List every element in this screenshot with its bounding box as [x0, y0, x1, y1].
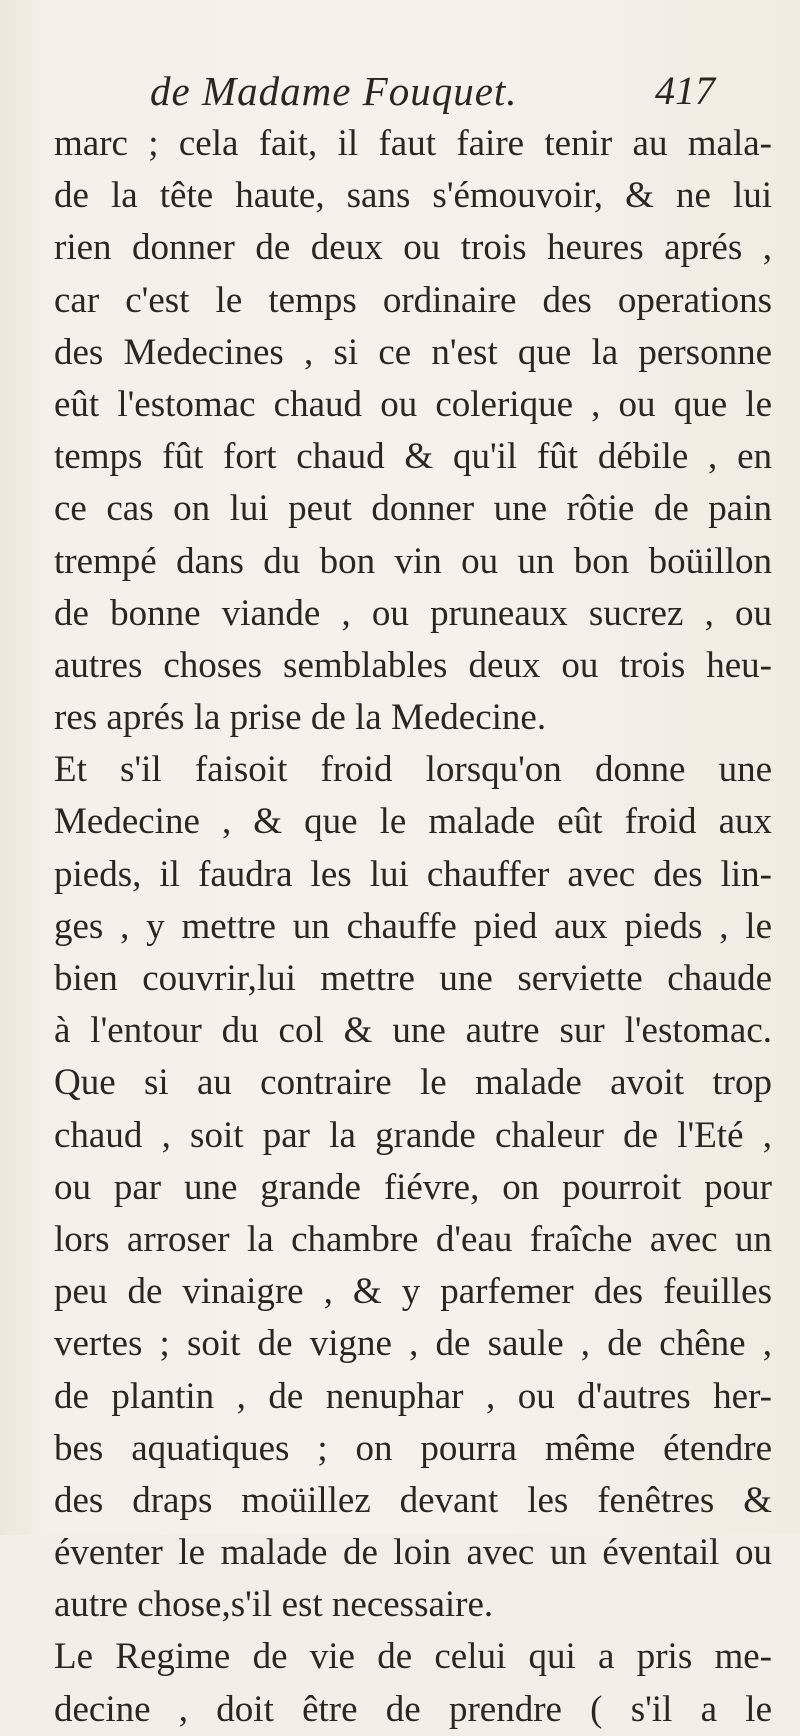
text-line: autres choses semblables deux ou trois heu-: [54, 644, 772, 686]
page-header: [0, 66, 800, 116]
text-line: ou par une grande fiévre, on pourroit pour: [54, 1166, 772, 1208]
text-line: de bonne viande , ou pruneaux sucrez , ou: [54, 592, 772, 634]
text-line: eût l'estomac chaud ou colerique , ou que le: [54, 383, 772, 425]
text-line: chaud , soit par la grande chaleur de l'Eté ,: [54, 1114, 772, 1156]
text-line: rien donner de deux ou trois heures aprés ,: [54, 227, 772, 269]
text-line: res aprés la prise de la Medecine.: [54, 697, 547, 739]
text-line: trempé dans du bon vin ou un bon boüillon: [54, 540, 772, 582]
text-line: bes aquatiques ; on pourra même étendre: [54, 1427, 772, 1469]
text-line: à l'entour du col & une autre sur l'estomac.: [54, 1010, 772, 1052]
text-line: ce cas on lui peut donner une rôtie de pain: [54, 488, 772, 530]
text-line: autre chose,s'il est necessaire.: [54, 1584, 494, 1626]
text-line: Que si au contraire le malade avoit trop: [54, 1062, 772, 1104]
running-title: de Madame Fouquet.: [150, 68, 518, 114]
text-line: Medecine , & que le malade eût froid aux: [54, 801, 772, 843]
text-line: des Medecines , si ce n'est que la personne: [54, 331, 772, 373]
text-line: éventer le malade de loin avec un éventail ou: [54, 1532, 772, 1574]
text-line: vertes ; soit de vigne , de saule , de chêne ,: [54, 1323, 772, 1365]
text-line: Et s'il faisoit froid lorsqu'on donne une: [54, 749, 772, 791]
text-line: Le Regime de vie de celui qui a pris me-: [54, 1636, 772, 1678]
text-line: de la tête haute, sans s'émouvoir, & ne lui: [54, 175, 772, 217]
text-line: pieds, il faudra les lui chauffer avec des lin-: [54, 853, 772, 895]
text-line: car c'est le temps ordinaire des operations: [54, 279, 772, 321]
text-line: des draps moüillez devant les fenêtres &: [54, 1479, 772, 1521]
text-line: peu de vinaigre , & y parfemer des feuilles: [54, 1271, 772, 1313]
text-line: decine , doit être de prendre ( s'il a le: [54, 1688, 772, 1730]
text-line: bien couvrir,lui mettre une serviette chaude: [54, 958, 772, 999]
text-line: de plantin , de nenuphar , ou d'autres her-: [54, 1375, 772, 1417]
text-line: lors arroser la chambre d'eau fraîche avec un: [54, 1218, 772, 1260]
text-line: temps fût fort chaud & qu'il fût débile , en: [54, 436, 772, 478]
page-number: 417: [655, 68, 715, 113]
text-line: ges , y mettre un chauffe pied aux pieds , le: [54, 905, 772, 947]
body-text: [54, 118, 772, 1736]
text-line: marc ; cela fait, il faut faire tenir au mala-: [54, 123, 772, 164]
